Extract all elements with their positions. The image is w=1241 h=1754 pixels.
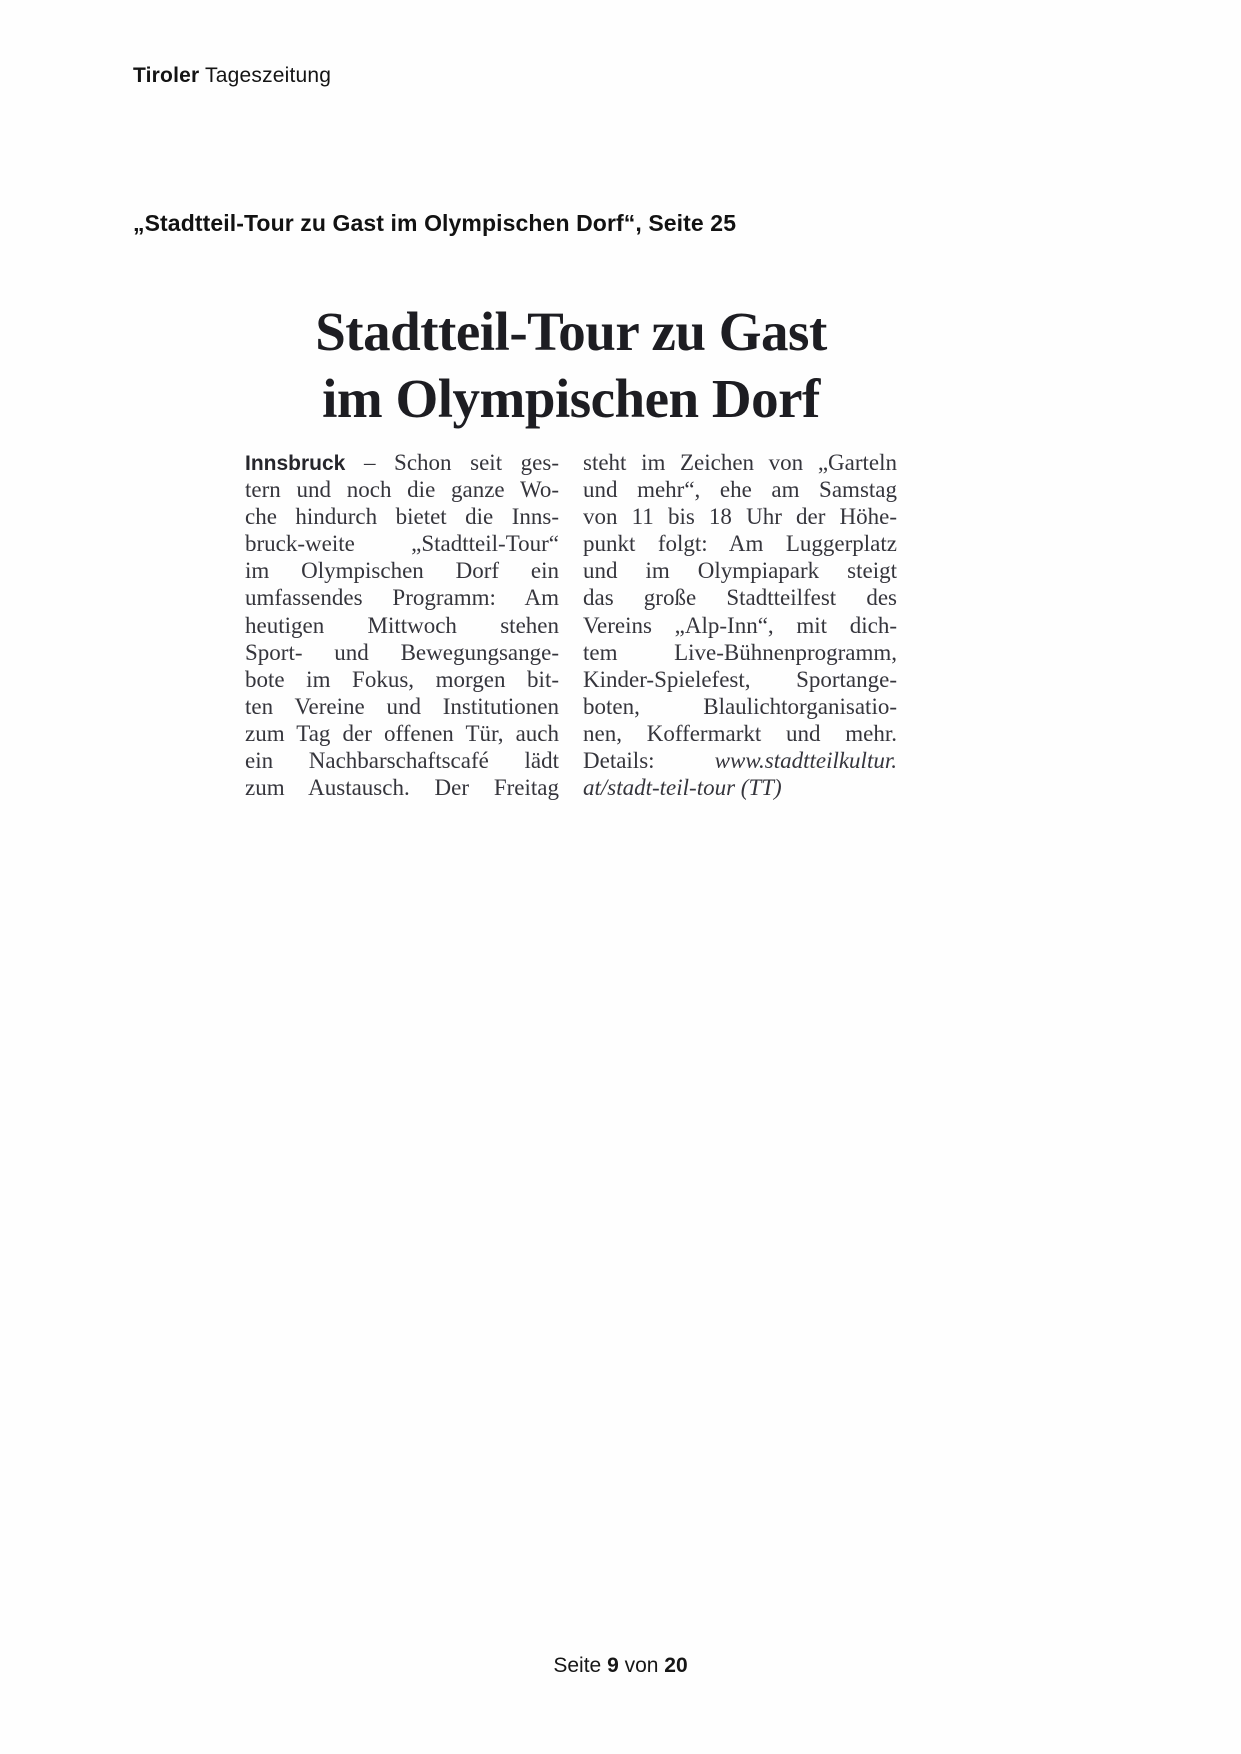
article-line [245, 612, 559, 639]
text-segment: im Olympischen Dorf ein [245, 558, 559, 584]
headline-line-1: Stadtteil-Tour zu Gast [315, 301, 827, 362]
article-line [583, 747, 897, 774]
article-line [583, 557, 897, 584]
text-segment: www.stadtteilkultur. [714, 748, 897, 774]
text-segment: zum Tag der offenen Tür, auch [245, 720, 559, 746]
footer-current-page: 9 [607, 1654, 619, 1677]
text-segment: ten Vereine und Institutionen [245, 693, 559, 719]
article-line [245, 639, 559, 666]
article-line [583, 639, 897, 666]
page-number-footer [0, 1654, 1241, 1678]
text-segment: zum Austausch. Der Freitag [245, 775, 559, 801]
text-segment: Kinder-Spielefest, Sportange- [583, 666, 897, 692]
headline-line-2: im Olympischen Dorf [322, 368, 820, 429]
article-line [245, 503, 559, 530]
article-columns [245, 449, 897, 801]
text-segment: tem Live-Bühnenprogramm, [583, 639, 897, 665]
text-segment: – Schon seit ges- [345, 450, 559, 475]
article-column-left [245, 449, 559, 801]
article-line [245, 774, 559, 801]
article-line [583, 693, 897, 720]
text-segment: Details: [583, 748, 715, 774]
text-segment: nen, Koffermarkt und mehr. [583, 720, 897, 746]
text-segment: von 11 bis 18 Uhr der Höhe- [583, 504, 897, 530]
article-line [245, 476, 559, 503]
footer-prefix: Seite [553, 1654, 608, 1677]
article-line [583, 476, 897, 503]
text-segment: und mehr“, ehe am Samstag [583, 477, 897, 503]
article-line [245, 530, 559, 557]
article-line [245, 449, 559, 476]
newspaper-clipping [245, 298, 897, 801]
text-segment: bote im Fokus, morgen bit- [245, 666, 559, 692]
text-segment: heutigen Mittwoch stehen [245, 612, 559, 638]
text-segment: at/stadt-teil-tour (TT) [583, 775, 782, 801]
article-reference-heading: „Stadtteil-Tour zu Gast im Olympischen Dorf“, Seite 25 [133, 210, 737, 236]
article-line [583, 720, 897, 747]
text-segment: steht im Zeichen von „Garteln [583, 450, 897, 475]
article-line [245, 666, 559, 693]
article-lead-in: Innsbruck [245, 452, 346, 475]
article-line [583, 530, 897, 557]
text-segment: Sport- und Bewegungsange- [245, 639, 559, 665]
article-line [245, 693, 559, 720]
article-line [245, 747, 559, 774]
footer-middle: von [618, 1654, 665, 1677]
text-segment: umfassendes Programm: Am [245, 585, 559, 611]
brand-bold-part: Tiroler [133, 64, 200, 87]
footer-total-pages: 20 [664, 1654, 688, 1677]
brand-regular-part: Tageszeitung [199, 64, 332, 87]
text-segment: che hindurch bietet die Inns- [245, 504, 559, 530]
article-line [245, 557, 559, 584]
newspaper-brand [133, 64, 331, 88]
article-line [245, 720, 559, 747]
clipping-headline [245, 298, 897, 432]
text-segment: das große Stadtteilfest des [583, 585, 897, 611]
article-line [583, 666, 897, 693]
article-line [245, 584, 559, 611]
text-segment: und im Olympiapark steigt [583, 558, 897, 584]
article-line [583, 584, 897, 611]
article-column-right [583, 449, 897, 801]
text-segment: boten, Blaulichtorganisatio- [583, 693, 897, 719]
text-segment: punkt folgt: Am Luggerplatz [583, 531, 897, 557]
text-segment: ein Nachbarschaftscafé lädt [245, 748, 559, 774]
article-line [583, 449, 897, 476]
article-line [583, 503, 897, 530]
text-segment: bruck-weite „Stadtteil-Tour“ [245, 531, 559, 557]
article-line [583, 774, 897, 801]
article-line [583, 612, 897, 639]
text-segment: Vereins „Alp-Inn“, mit dich- [583, 612, 897, 638]
text-segment: tern und noch die ganze Wo- [245, 477, 559, 503]
